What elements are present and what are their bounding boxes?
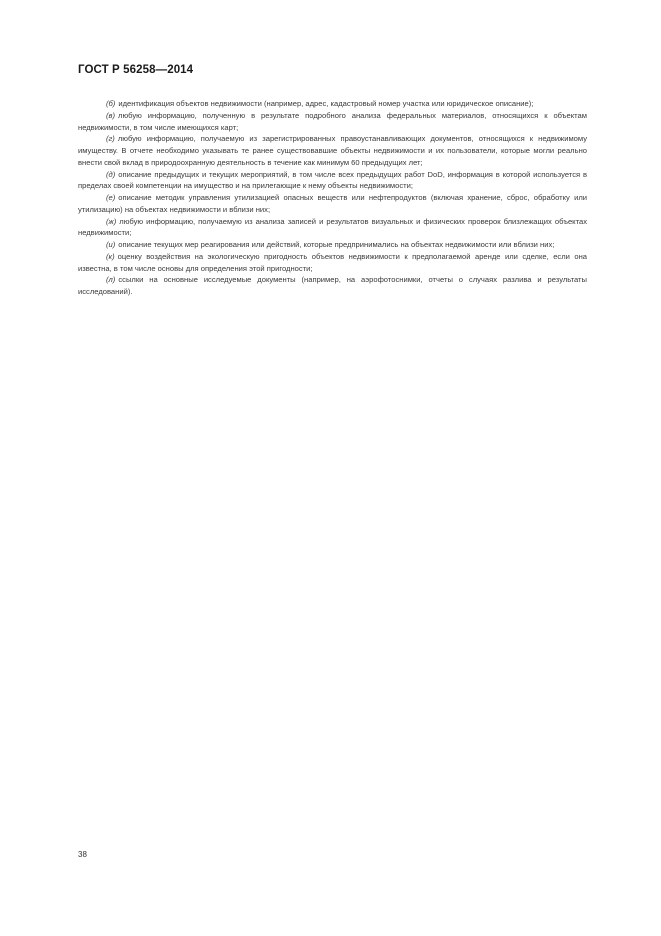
item-marker: (г): [106, 134, 115, 144]
item-marker: (б): [106, 99, 116, 108]
item-text: описание методик управления утилизацией опасных веществ или нефтепродуктов (включая хранение, сброс, обработку или утилизацию) на объектах недвижимости и вблизи них;: [78, 193, 587, 214]
item-text: ссылки на основные исследуемые документы (например, на аэрофотоснимки, отчеты о случаях разлива и результаты исследований).: [78, 275, 587, 296]
list-item-k: [78, 251, 587, 275]
page-number: 38: [78, 850, 87, 859]
list-item-g: [78, 133, 587, 168]
item-marker: (д): [106, 169, 116, 179]
list-item-e: [78, 192, 587, 216]
item-marker: (к): [106, 251, 115, 261]
item-text: любую информацию, полученную в результате подробного анализа федеральных материалов, относящихся к объектам недвижимости, в том числе имеющихся карт;: [78, 110, 587, 132]
list-item-l: [78, 274, 587, 298]
item-marker: (е): [106, 193, 116, 202]
item-text: любую информацию, получаемую из анализа записей и результатов визуальных и физических проверок близлежащих объектах недвижимости;: [78, 216, 587, 238]
item-marker: (и): [106, 240, 116, 249]
list-item-zh: [78, 216, 587, 240]
list-item-b: [78, 98, 587, 110]
item-text: описание текущих мер реагирования или действий, которые предпринимались на объектах недвижимости или вблизи них;: [118, 240, 555, 249]
list-item-i: [78, 239, 587, 251]
item-text: идентификация объектов недвижимости (например, адрес, кадастровый номер участка или юридическое описание);: [118, 99, 534, 108]
document-body: [78, 98, 587, 298]
document-header: ГОСТ Р 56258—2014: [78, 64, 194, 76]
item-text: описание предыдущих и текущих мероприятий, в том числе всех предыдущих работ DoD, информация в которой используется в пределах своей компетенции на имущество и на прилегающие к нему объекты недвижимости;: [78, 169, 587, 191]
item-marker: (л): [106, 275, 116, 285]
item-text: оценку воздействия на экологическую пригодность объектов недвижимости к предполагаемой аренде или сделке, если она известна, в том числе основы для определения этой пригодности;: [78, 251, 587, 273]
item-marker: (ж): [106, 216, 117, 226]
list-item-v: [78, 110, 587, 134]
item-text: любую информацию, получаемую из зарегистрированных правоустанавливающих документов, относящихся к недвижимому имуществу. В отчете необходимо указывать те ранее существовавшие объекты недвижимости и их пользователи, которые могли реально внести свой вклад в природоохранную деятельность в течение как минимум 60 предыдущих лет;: [78, 134, 587, 167]
list-item-d: [78, 169, 587, 193]
item-marker: (в): [106, 110, 116, 120]
